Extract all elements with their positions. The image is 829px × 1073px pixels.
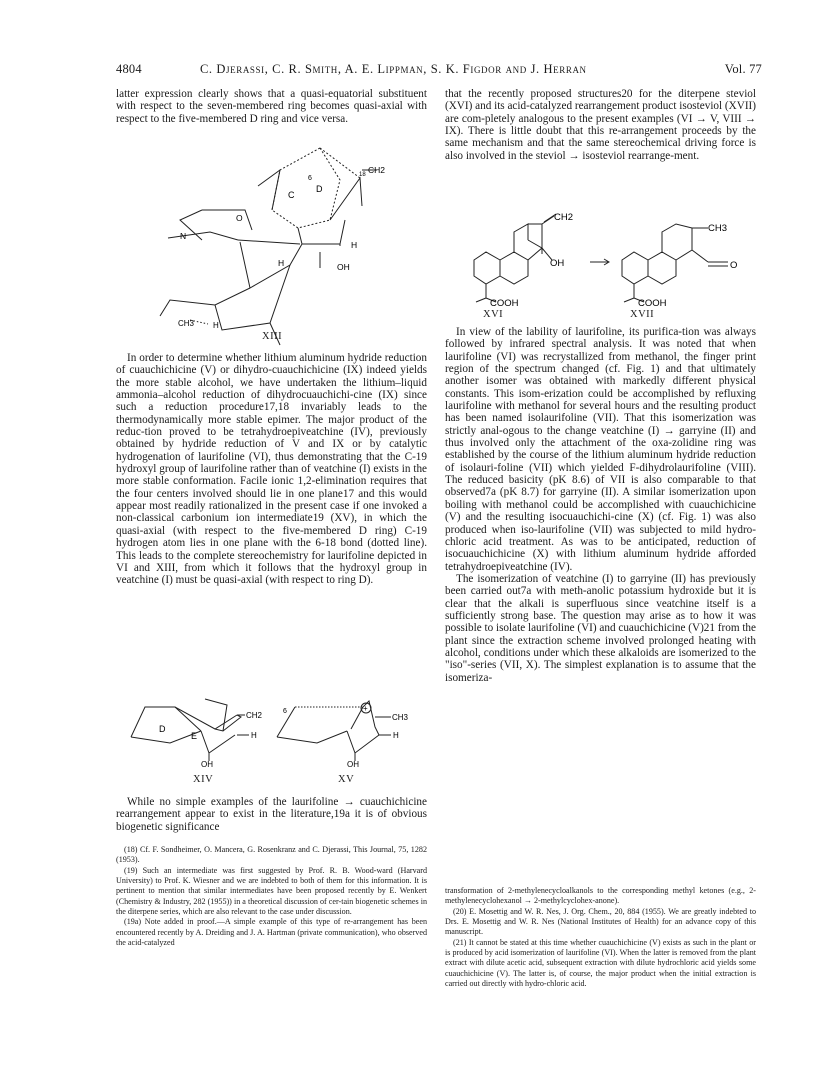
footnote-continued: transformation of 2-methylenecycloalkanols to the corresponding methyl ketones (e.g., 2-methylenecyclohexanol → 2-methylcyclohex-anone).	[445, 886, 756, 906]
cooh-label: COOH	[490, 298, 519, 309]
oxygen-label: O	[730, 260, 738, 271]
figure-label-xv: XV	[338, 774, 355, 785]
figure-label-xiii: XIII	[262, 331, 283, 342]
oh-label: OH	[550, 258, 565, 269]
c18-label: 18	[359, 172, 366, 178]
volume-number: Vol. 77	[724, 62, 762, 76]
ch2-label: CH2	[246, 711, 263, 720]
right-column-body	[445, 326, 756, 684]
structure-xvi-xvii	[462, 210, 762, 320]
footnotes-left	[116, 845, 427, 948]
oh-label: OH	[201, 760, 213, 767]
ring-d-label: D	[316, 184, 323, 194]
paragraph: In view of the lability of laurifoline, its purifica-tion was always followed by infrared spectral analysis. It was noted that when laurifoline (VI) was recrystallized from methanol, the finger print region of the spectrum changed (cf. Fig. 1) and that ultimately another isomer was obtained with markedly different physical constants. This isom-erization could be accomplished by refluxing laurifoline with methanol for several hours and the resulting product has been named isolaurifoline (VII). That this isomerization was strictly anal-ogous to the change veatchine (I) → garryine (II) and thus involved only the attachment of the oxa-zolidine ring was established by the course of the lithium aluminum hydride reduction of isolauri-foline (VII) which yielded F-dihydrolaurifoline (VIII). The reduced basicity (pK 8.6) of VII is also comparable to that observed7a (pK 8.7) for garryine (II). A similar isomerization upon boiling with methanol could be accomplished with cuauchichicine (V) and the resulting isocuauchichi-cine (X) (cf. Fig. 1) was also produced when iso-laurifoline (VII) was subjected to mild hydro-chloric acid treatment. As was to be anticipated, reduction of isocuauchichicine (X) with lithium aluminum hydride afforded tetrahydroepiveatchine (IV).	[445, 326, 756, 573]
h-label: H	[251, 731, 257, 740]
ch2-label: CH2	[368, 165, 386, 175]
left-column-body	[116, 352, 427, 587]
figure-label-xiv: XIV	[193, 774, 214, 785]
paragraph: that the recently proposed structures20 for the diterpene steviol (XVI) and its acid-catalyzed rearrangement product isosteviol (XVII) are com-pletely analogous to the present examples (VI → V, VIII → IX). There is little doubt that this re-arrangement proceeds by the same mechanism and that the same stereochemical driving force is also involved in the steviol → isosteviol rearrange-ment.	[445, 88, 756, 162]
footnote-19: (19) Such an intermediate was first suggested by Prof. R. B. Wood-ward (Harvard University) to Prof. K. Wiesner and we are indebted to both of them for this information. It is pertinent to mention that similar intermediates have been proposed recently by E. Wenkert (Chemistry & Industry, 282 (1955)) in a theoretical discussion of cer-tain biogenetic schemes in the diterpene series, which are also relevant to the case under discussion.	[116, 865, 427, 917]
left-column-tail	[116, 796, 427, 833]
paragraph: While no simple examples of the laurifoline → cuauchichicine rearrangement appear to exist in the literature,19a it is of obvious biogenetic significance	[116, 796, 427, 833]
oh-label: OH	[337, 262, 350, 272]
paragraph: latter expression clearly shows that a quasi-equatorial substituent with respect to the seven-membered ring becomes quasi-axial with respect to the five-membered D ring and vice versa.	[116, 88, 427, 125]
ch3-label: CH3	[392, 713, 409, 722]
ch2-label: CH2	[554, 212, 574, 223]
c6-label: 6	[283, 708, 287, 715]
h-label-3: H	[213, 321, 219, 330]
figure-label-xvii: XVII	[630, 309, 655, 320]
c6-label: 6	[308, 175, 312, 182]
oh-label: OH	[347, 760, 359, 767]
ch3-label: CH3	[708, 223, 728, 234]
paragraph: In order to determine whether lithium aluminum hydride reduction of cuauchichicine (V) or dihydro-cuauchichicine (IX) indeed yields the more stable alcohol, we have undertaken the lithium–liquid ammonia–alcohol reduction of dihydrocuauchichi-cine (IX) since such a reduction procedure17,18 invariably leads to the thermodynamically more stable epimer. The major product of the reduc-tion proved to be tetrahydroepiveatchine (IV), previously obtained by hydride reduction of V and IX or by catalytic hydrogenation of laurifoline (VI), thus demonstrating that the C-19 hydroxyl group of laurifoline rather than of veatchine (I) exists in the more stable conformation. Facile ionic 1,2-elimination requires that the four centers involved should lie in one plane17 and this would appear most readily rationalized in the present case if one invoked a non-classical carbonium ion intermediate19 (XV), in which the quasi-axial (with respect to the five-membered D ring) C-19 hydrogen atom lies in one plane with the 6-18 bond (dotted line). This leads to the complete stereochemistry for laurifoline depicted in VI and XIII, from which it follows that the hydroxyl group in veatchine (I) must be quasi-axial (with respect to ring D).	[116, 352, 427, 587]
footnote-20: (20) E. Mosettig and W. R. Nes, J. Org. Chem., 20, 884 (1955). We are greatly indebted to Drs. E. Mosettig and W. R. Nes (National Institutes of Health) for an advance copy of this manuscript.	[445, 906, 756, 937]
h-label: H	[351, 240, 358, 250]
figure-label-xvi: XVI	[483, 309, 504, 320]
cooh-label: COOH	[638, 298, 667, 309]
h-label: H	[393, 731, 399, 740]
ring-c-label: C	[288, 190, 295, 200]
h-label-2: H	[278, 258, 285, 268]
structure-xiii	[130, 140, 420, 350]
paragraph: The isomerization of veatchine (I) to garryine (II) has previously been carried out7a with meth-anolic potassium hydroxide but it is clear that the alkali is superfluous since veatchine itself is a sufficiently strong base. The question may arise as to how it was possible to isolate laurifoline (VI) and cuauchichicine (V)21 from the plant since the extraction scheme involved prolonged heating with alcohol, conditions under which these alkaloids are isomerized to the "iso"-series (VII, X). The simplest explanation is to assume that the isomeriza-	[445, 572, 756, 684]
running-header	[116, 62, 762, 80]
structure-xv	[275, 697, 415, 767]
ring-e-label: E	[191, 731, 198, 741]
footnote-21: (21) It cannot be stated at this time whether cuauchichicine (V) exists as such in the plant or is produced by acid isomerization of laurifoline (VI). When the latter is removed from the plant extract with dilute acetic acid, subsequent extraction with dilute hydrochloric acid yields some cuauchichicine (V). The latter is, of course, the major product when the initial extraction is carried out directly with hydro-chloric acid.	[445, 937, 756, 989]
ch3-label: CH3	[178, 319, 195, 328]
right-column-intro	[445, 88, 756, 162]
carbocation-plus: +	[363, 704, 368, 713]
oxygen-label: O	[236, 213, 243, 223]
footnotes-right	[445, 886, 756, 989]
left-column-intro	[116, 88, 427, 125]
footnote-18: (18) Cf. F. Sondheimer, O. Mancera, G. Rosenkranz and C. Djerassi, This Journal, 75, 1282 (1953).	[116, 845, 427, 865]
nitrogen-label: N	[180, 231, 187, 241]
ring-d-label: D	[159, 724, 166, 734]
page-number: 4804	[116, 62, 142, 76]
structure-xiv	[125, 697, 275, 767]
footnote-19a: (19a) Note added in proof.—A simple example of this type of re-arrangement has been encountered recently by A. Dreiding and J. A. Hartman (private communication), who observed the acid-catalyzed	[116, 917, 427, 948]
author-list: C. Djerassi, C. R. Smith, A. E. Lippman, S. K. Figdor and J. Herran	[200, 62, 587, 76]
